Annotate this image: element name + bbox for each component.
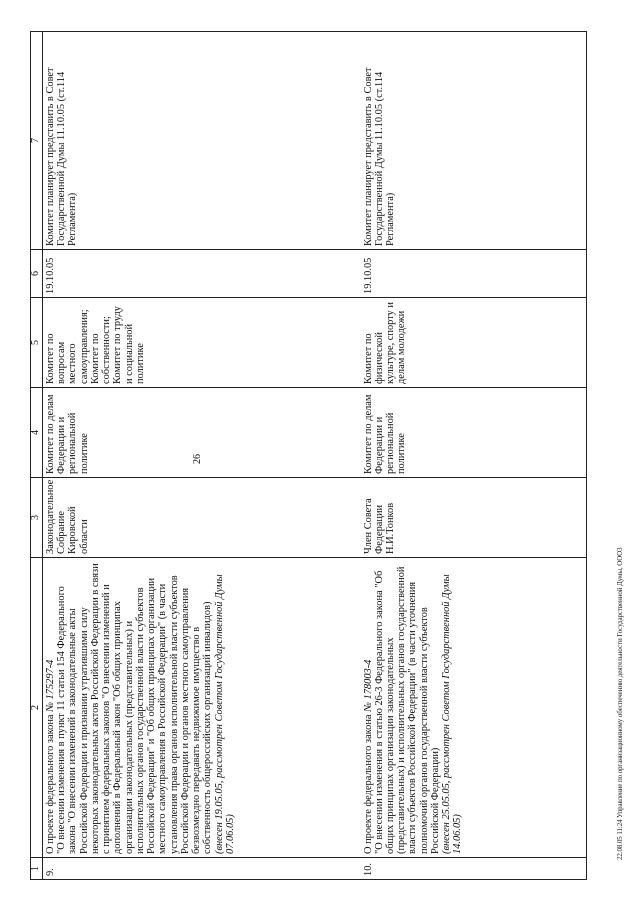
table-row [43,32,361,880]
col-header: 5 [31,298,43,388]
row-number: 9. [43,858,361,880]
col-header: 7 [31,32,43,250]
header-row [31,32,43,880]
page-footer: 22.08.05 11:24 Управление по организационному обеспечению деятельности Государственной Думы, ООО3 [616,547,624,860]
col-header: 1 [31,858,43,880]
bill-number: № 175297-4 [45,659,56,712]
plan-note: Комитет планирует представить в Совет Государственной Думы 11.10.05 (ст.114 Регламента) [361,32,587,250]
co-executor: Комитет по физической культуре, спорту и делам молодежи [362,302,408,384]
bill-note: (внесен 19.05.05, рассмотрен Советом Государственной Думы 07.06.05) [213,574,236,854]
bill-description [361,558,587,858]
responsible-committee: Комитет по делам Федерации и региональной политике [361,388,587,478]
bill-body: "О внесении изменения в статью 26-3 Федерального закона "Об общих принципах организации законодательных (представительных) и исполнительных органов государственной власти субъектов Российской Федерации" (в части уточнения полномочий органов государственной власти субъектов Российской Федерации) [373,566,441,854]
co-executor: Комитет по собственности; [89,316,113,384]
col-header: 6 [31,250,43,298]
responsible-committee: Комитет по делам Федерации и региональной политике [43,388,361,478]
date: 19.10.05 [43,250,361,298]
bill-title-prefix: О проекте федерального закона [45,711,56,854]
col-header: 2 [31,558,43,858]
bill-body: "О внесении изменения в пункт 11 статьи 154 Федерального закона "О внесении изменений в законодательные акты Российской Федерации и признании утратившими силу некоторых законодательных актов Российской Федерации в связи с принятием федеральных законов "О внесении изменений и дополнений в Федеральный закон "Об общих принципах организации законодательных (представительных) и исполнительных органов государственной власти субъектов Российской Федерации" и "Об общих принципах организации местного самоуправления в Российской Федерации" (в части установления права органов исполнительной власти субъектов Российской Федерации и органов местного самоуправления безвозмездно передавать недвижимое имущество в собственность общероссийских организаций инвалидов) [56,563,214,854]
col-header: 3 [31,478,43,558]
co-executor: Комитет по вопросам местного самоуправления; [45,309,90,384]
initiator: Член Совета Федерации Н.И.Тонков [361,478,587,558]
row-number: 10. [361,858,587,880]
plan-note: Комитет планирует представить в Совет Государственной Думы 11.10.05 (ст.114 Регламента) [43,32,361,250]
initiator: Законодательное Собрание Кировской области [43,478,361,558]
bill-note: (внесен 25.05.05, рассмотрен Советом Государственной Думы 14.06.05) [441,574,464,854]
col-header: 4 [31,388,43,478]
bills-table [30,31,587,880]
table-row [361,32,587,880]
co-executors [361,298,587,388]
bill-title-prefix: О проекте федерального закона [362,711,374,854]
bill-description [43,558,361,858]
date: 19.10.05 [361,250,587,298]
bill-number: № 178003-4 [362,659,374,712]
page-number: 26 [192,454,203,464]
co-executor: Комитет по труду и социальной политике [112,306,146,384]
co-executors [43,298,361,388]
